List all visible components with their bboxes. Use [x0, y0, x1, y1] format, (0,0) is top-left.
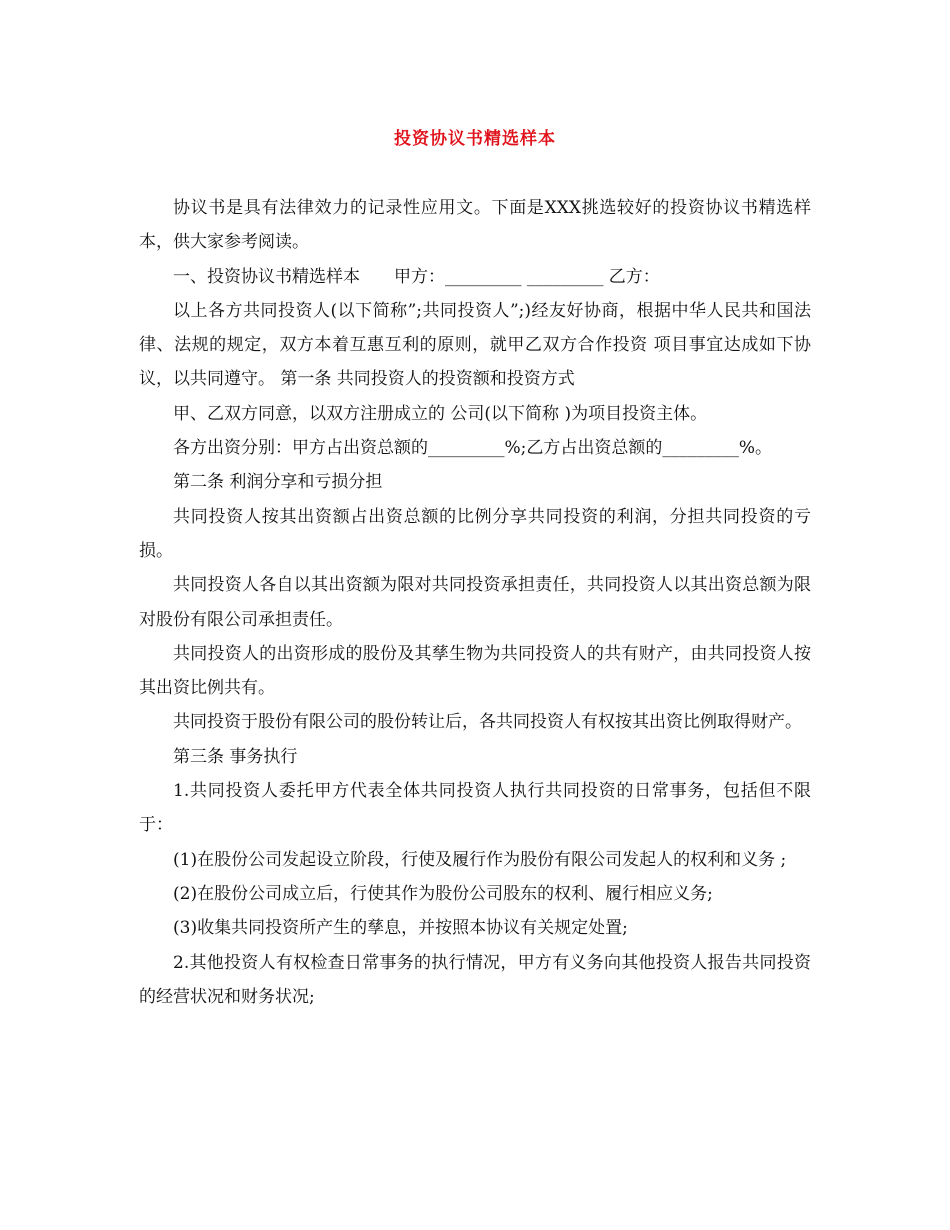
document-title: 投资协议书精选样本: [394, 129, 556, 149]
paragraph: 第三条 事务执行: [173, 746, 298, 767]
paragraph: 2.其他投资人有权检查日常事务的执行情况，甲方有义务向其他投资人报告共同投资的经营状况和财务状况;: [139, 952, 811, 1007]
paragraph: 1.共同投资人委托甲方代表全体共同投资人执行共同投资的日常事务，包括但不限于：: [139, 781, 811, 836]
paragraph: 甲、乙双方同意，以双方注册成立的 公司(以下简称 )为项目投资主体。: [173, 403, 708, 424]
paragraph: 共同投资人各自以其出资额为限对共同投资承担责任，共同投资人以其出资总额为限对股份有限公司承担责任。: [139, 575, 811, 630]
paragraph: 各方出资分别：甲方占出资总额的_________%;乙方占出资总额的_________%。: [173, 438, 773, 459]
paragraph: 第二条 利润分享和亏损分担: [173, 472, 383, 493]
paragraph: 共同投资人的出资形成的股份及其孳生物为共同投资人的共有财产，由共同投资人按其出资比例共有。: [139, 643, 811, 699]
paragraph: 以上各方共同投资人(以下简称”;共同投资人”;)经友好协商，根据中华人民共和国法律、法规的规定，双方本着互惠互利的原则，就甲乙双方合作投资 项目事宜达成如下协议，以共同遵守。 第一条 共同投资人的投资额和投资方式: [139, 300, 811, 390]
paragraph: (1)在股份公司发起设立阶段，行使及履行作为股份有限公司发起人的权利和义务 ;: [173, 849, 787, 870]
paragraph: 一、投资协议书精选样本 甲方：_________ _________ 乙方：: [173, 266, 660, 287]
paragraph: (3)收集共同投资所产生的孳息，并按照本协议有关规定处置;: [173, 918, 628, 939]
document-body: [139, 191, 811, 1014]
paragraph: 协议书是具有法律效力的记录性应用文。下面是XXX挑选较好的投资协议书精选样本，供大家参考阅读。: [139, 198, 811, 253]
paragraph: 共同投资人按其出资额占出资总额的比例分享共同投资的利润，分担共同投资的亏损。: [139, 506, 811, 561]
paragraph: 共同投资于股份有限公司的股份转让后，各共同投资人有权按其出资比例取得财产。: [173, 712, 802, 733]
paragraph: (2)在股份公司成立后，行使其作为股份公司股东的权利、履行相应义务;: [173, 883, 713, 904]
